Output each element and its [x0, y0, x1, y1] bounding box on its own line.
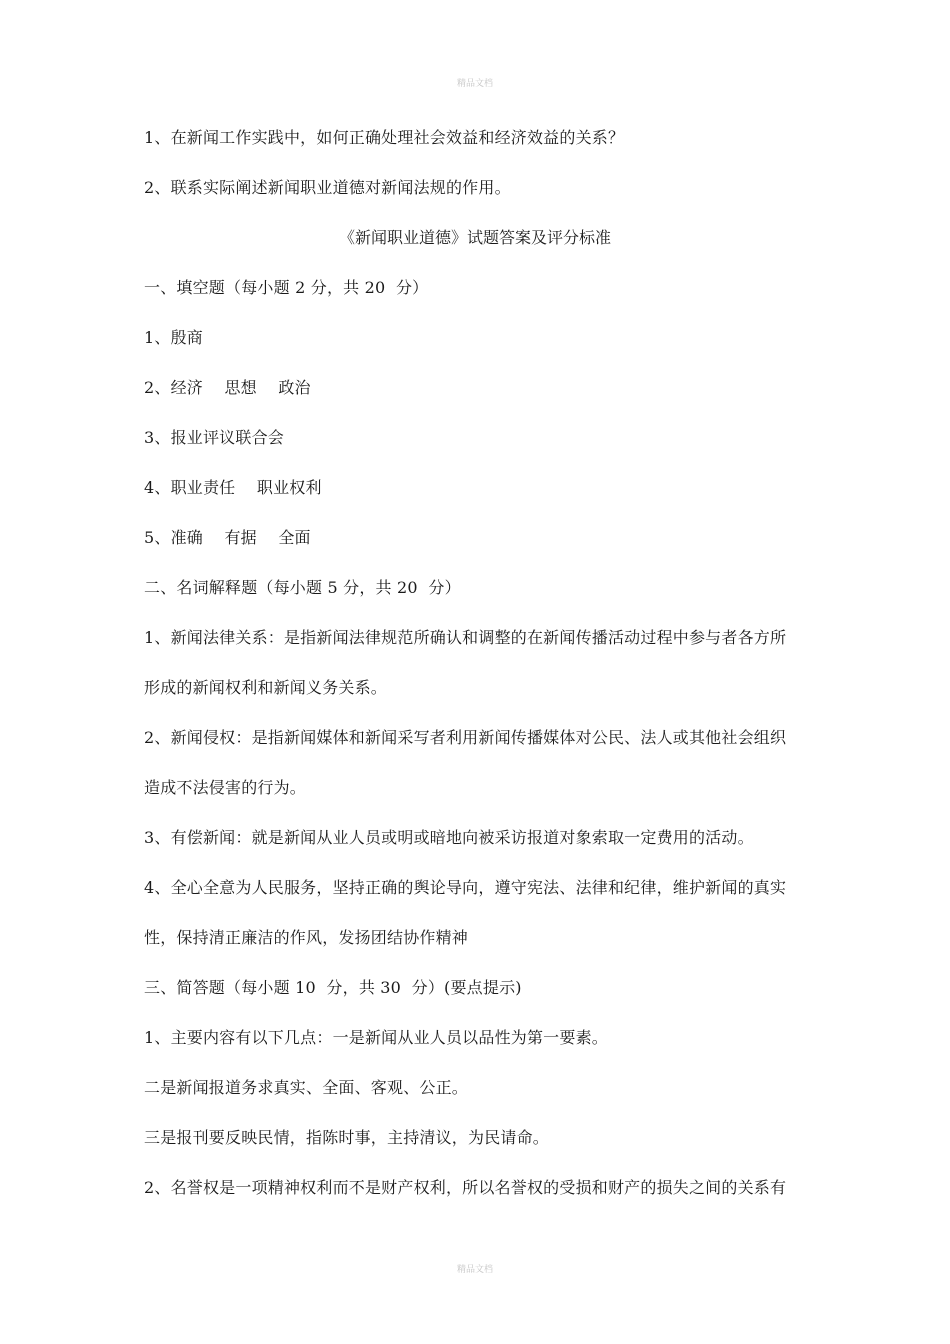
section2-line: 2、新闻侵权：是指新闻媒体和新闻采写者利用新闻传播媒体对公民、法人或其他社会组织 [144, 728, 787, 747]
section1-heading: 一、填空题（每小题 2 分，共 20 分） [144, 278, 429, 297]
footer-watermark: 精品文档 [456, 1265, 493, 1275]
exam-question-2: 2、联系实际阐述新闻职业道德对新闻法规的作用。 [144, 178, 511, 197]
section2-line: 造成不法侵害的行为。 [144, 778, 307, 797]
exam-question-1: 1、在新闻工作实践中，如何正确处理社会效益和经济效益的关系？ [144, 128, 625, 147]
section2-heading: 二、名词解释题（每小题 5 分，共 20 分） [144, 578, 461, 597]
section1-item: 4、职业责任 职业权利 [144, 478, 322, 497]
section3-line: 2、名誉权是一项精神权利而不是财产权利，所以名誉权的受损和财产的损失之间的关系有 [144, 1178, 787, 1197]
header-watermark: 精品文档 [456, 79, 493, 89]
section2-line: 形成的新闻权利和新闻义务关系。 [144, 678, 388, 697]
section3-line: 1、主要内容有以下几点：一是新闻从业人员以品性为第一要素。 [144, 1028, 608, 1047]
section1-item: 3、报业评议联合会 [144, 428, 284, 447]
section2-line: 性，保持清正廉洁的作风，发扬团结协作精神 [144, 928, 469, 947]
section1-item: 5、准确 有据 全面 [144, 528, 311, 547]
answer-key-title: 《新闻职业道德》试题答案及评分标准 [338, 228, 611, 247]
section1-item: 2、经济 思想 政治 [144, 378, 311, 397]
section1-item: 1、殷商 [144, 328, 203, 347]
section3-line: 三是报刊要反映民情，指陈时事，主持清议，为民请命。 [144, 1128, 550, 1147]
section2-line: 3、有偿新闻：就是新闻从业人员或明或暗地向被采访报道对象索取一定费用的活动。 [144, 828, 754, 847]
section3-heading: 三、简答题（每小题 10 分，共 30 分）(要点提示) [144, 978, 522, 997]
section3-line: 二是新闻报道务求真实、全面、客观、公正。 [144, 1078, 469, 1097]
section2-line: 1、新闻法律关系：是指新闻法律规范所确认和调整的在新闻传播活动过程中参与者各方所 [144, 628, 787, 647]
section2-line: 4、全心全意为人民服务，坚持正确的舆论导向，遵守宪法、法律和纪律，维护新闻的真实 [144, 878, 787, 897]
